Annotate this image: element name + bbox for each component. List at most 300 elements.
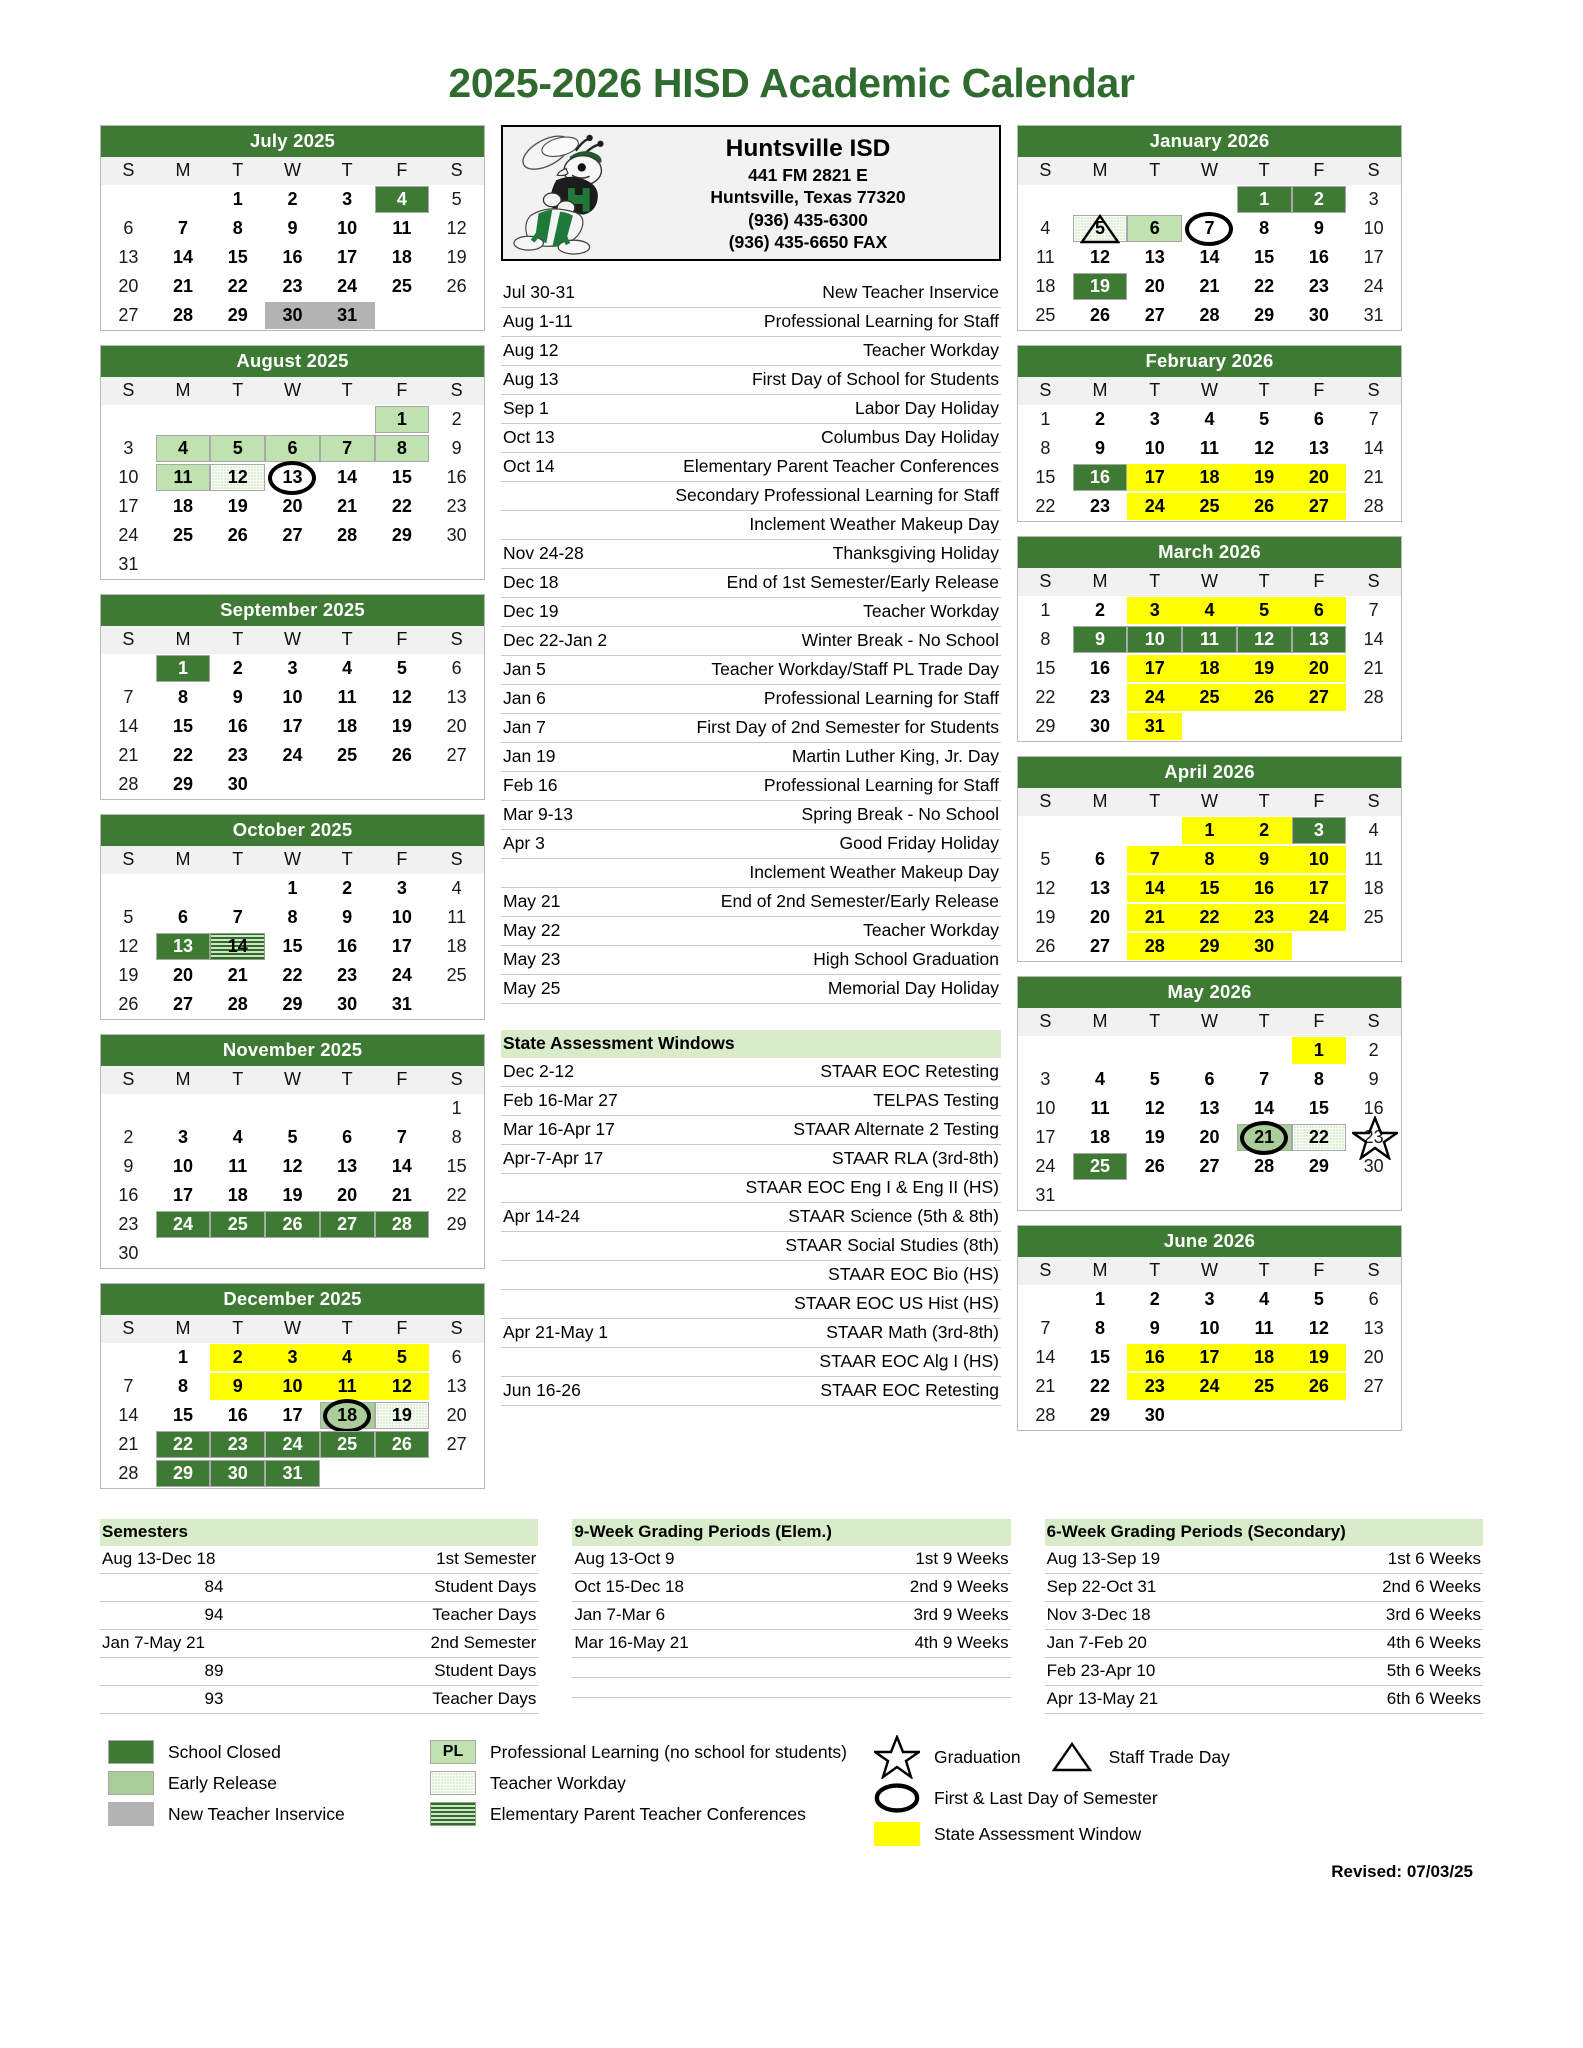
weekday-header-5: F — [1292, 1008, 1347, 1036]
calendar-day-9 — [1073, 625, 1128, 654]
calendar-day-8 — [1182, 845, 1237, 874]
calendar-day-6 — [101, 214, 156, 243]
day-cell — [1127, 713, 1182, 740]
legend-item — [108, 1740, 430, 1764]
week-row — [101, 434, 484, 463]
legend-label: First & Last Day of Semester — [934, 1787, 1158, 1808]
day-cell — [1346, 655, 1401, 682]
day-number: 1 — [1259, 189, 1270, 209]
calendar-day-29 — [156, 770, 211, 799]
month-september-2025 — [100, 594, 485, 800]
empty-day-cell — [101, 1094, 156, 1123]
day-cell — [210, 493, 265, 520]
day-cell — [375, 493, 430, 520]
day-number: 2 — [451, 409, 462, 429]
month-grid — [1018, 568, 1401, 741]
calendar-day-10 — [156, 1152, 211, 1181]
day-cell — [210, 991, 265, 1018]
empty-day-cell — [1182, 185, 1237, 214]
day-number: 14 — [118, 1405, 139, 1425]
calendar-day-11 — [375, 214, 430, 243]
empty-day-cell — [1346, 1181, 1401, 1210]
day-number: 20 — [1144, 276, 1165, 296]
day-number: 17 — [1035, 1127, 1056, 1147]
day-cell — [1292, 273, 1347, 300]
day-number: 14 — [173, 247, 194, 267]
event-date: May 21 — [501, 888, 666, 917]
weekday-header-4: T — [320, 377, 375, 405]
calendar-day-6 — [1346, 1285, 1401, 1314]
calendar-day-15 — [265, 932, 320, 961]
calendar-day-6 — [1073, 845, 1128, 874]
day-number: 29 — [391, 525, 412, 545]
day-number: 8 — [1259, 218, 1270, 238]
event-date: Apr 14-24 — [501, 1203, 666, 1232]
empty-day-cell — [265, 1239, 320, 1268]
legend-swatch-closed — [108, 1740, 154, 1764]
day-number: 11 — [228, 1156, 248, 1176]
week-row — [101, 550, 484, 579]
day-cell — [320, 684, 375, 711]
calendar-day-11 — [156, 463, 211, 492]
day-number: 7 — [1368, 600, 1379, 620]
day-cell — [101, 522, 156, 549]
week-row — [101, 961, 484, 990]
day-number: 19 — [391, 716, 412, 736]
day-number: 5 — [1040, 849, 1051, 869]
day-cell — [101, 991, 156, 1018]
calendar-day-25 — [1237, 1372, 1292, 1401]
event-row — [501, 743, 1001, 772]
day-cell — [101, 1124, 156, 1151]
day-cell — [210, 1124, 265, 1151]
calendar-day-28 — [1018, 1401, 1073, 1430]
day-cell — [429, 273, 484, 300]
day-cell — [210, 684, 265, 711]
calendar-day-16 — [1073, 463, 1128, 492]
day-number: 16 — [118, 1185, 139, 1205]
empty-day-cell — [1346, 712, 1401, 741]
weekday-header-5: F — [375, 157, 430, 185]
day-cell — [1073, 655, 1128, 682]
empty-day-cell — [320, 770, 375, 799]
event-date: Nov 24-28 — [501, 540, 666, 569]
hornet-mascot-logo-icon — [509, 131, 627, 255]
weekday-header-5: F — [375, 377, 430, 405]
day-number: 25 — [446, 965, 467, 985]
day-cell — [156, 435, 211, 462]
calendar-day-5 — [265, 1123, 320, 1152]
week-row — [1018, 1372, 1401, 1401]
calendar-day-30 — [1237, 932, 1292, 961]
day-cell — [1073, 435, 1128, 462]
empty-day-cell — [1292, 1401, 1347, 1430]
day-cell — [1237, 406, 1292, 433]
week-row — [1018, 903, 1401, 932]
day-cell — [1292, 626, 1347, 653]
day-cell — [1182, 684, 1237, 711]
assessment-row — [501, 1174, 1001, 1203]
day-number: 15 — [282, 936, 303, 956]
day-number: 30 — [1363, 1156, 1384, 1176]
legend-label: Professional Learning (no school for students) — [490, 1741, 848, 1762]
calendar-day-21 — [320, 492, 375, 521]
day-number: 28 — [391, 1214, 412, 1234]
calendar-day-3 — [1182, 1285, 1237, 1314]
weekday-header-6: S — [429, 846, 484, 874]
day-number: 16 — [1308, 247, 1329, 267]
day-number: 24 — [337, 276, 358, 296]
weekday-header-0: S — [1018, 1008, 1073, 1036]
weekday-header-0: S — [1018, 568, 1073, 596]
info-row — [1045, 1686, 1483, 1714]
weekday-header-5: F — [1292, 788, 1347, 816]
day-number: 12 — [1144, 1098, 1165, 1118]
calendar-day-4 — [375, 185, 430, 214]
calendar-day-7 — [320, 434, 375, 463]
calendar-day-13 — [1073, 874, 1128, 903]
day-number: 20 — [118, 276, 139, 296]
calendar-day-8 — [375, 434, 430, 463]
weekday-header-4: T — [1237, 1008, 1292, 1036]
day-number: 26 — [446, 276, 467, 296]
event-description: Teacher Workday/Staff PL Trade Day — [666, 656, 1001, 685]
week-row — [101, 1430, 484, 1459]
day-number: 1 — [178, 658, 189, 678]
week-row — [101, 463, 484, 492]
month-november-2025 — [100, 1034, 485, 1269]
event-date — [501, 482, 666, 511]
day-cell — [156, 771, 211, 798]
calendar-day-22 — [1237, 272, 1292, 301]
calendar-day-5 — [210, 434, 265, 463]
day-cell — [1182, 1286, 1237, 1313]
day-cell — [375, 1124, 430, 1151]
day-cell — [156, 655, 211, 682]
week-row — [101, 1152, 484, 1181]
weekday-header-2: T — [210, 1066, 265, 1094]
day-number: 12 — [391, 1376, 412, 1396]
day-number: 6 — [1313, 600, 1324, 620]
day-cell — [210, 215, 265, 242]
legend-label: Elementary Parent Teacher Conferences — [490, 1803, 806, 1824]
calendar-day-16 — [1346, 1094, 1401, 1123]
empty-day-cell — [1182, 1181, 1237, 1210]
calendar-day-28 — [1346, 683, 1401, 712]
day-cell — [265, 1153, 320, 1180]
day-cell — [1018, 875, 1073, 902]
calendar-day-17 — [1292, 874, 1347, 903]
month-april-2026 — [1017, 756, 1402, 962]
day-number: 14 — [227, 936, 248, 956]
weekday-header-0: S — [101, 846, 156, 874]
day-number: 30 — [118, 1243, 139, 1263]
event-date: Apr-7-Apr 17 — [501, 1145, 666, 1174]
weekday-header-1: M — [156, 1315, 211, 1343]
day-cell — [1237, 244, 1292, 271]
weekday-header-6: S — [429, 157, 484, 185]
district-fax: (936) 435-6650 FAX — [728, 232, 888, 253]
day-number: 21 — [118, 1434, 139, 1454]
day-cell — [1073, 1124, 1128, 1151]
event-row — [501, 685, 1001, 714]
calendar-day-30 — [210, 1459, 265, 1488]
week-row — [1018, 1314, 1401, 1343]
day-number: 10 — [173, 1156, 194, 1176]
calendar-day-29 — [210, 301, 265, 330]
day-cell — [1237, 1066, 1292, 1093]
calendar-day-18 — [1182, 654, 1237, 683]
day-cell — [1073, 1286, 1128, 1313]
calendar-day-12 — [101, 932, 156, 961]
event-date — [501, 1290, 666, 1319]
day-cell — [1346, 1124, 1401, 1151]
weekday-header-2: T — [210, 626, 265, 654]
calendar-day-22 — [1182, 903, 1237, 932]
assessment-row — [501, 1145, 1001, 1174]
calendar-day-10 — [1182, 1314, 1237, 1343]
day-number: 29 — [227, 305, 248, 325]
day-number: 13 — [282, 467, 303, 487]
day-number: 5 — [1313, 1289, 1324, 1309]
calendar-day-27 — [265, 521, 320, 550]
weekday-header-4: T — [1237, 1257, 1292, 1285]
calendar-day-21 — [1182, 272, 1237, 301]
day-cell — [1292, 597, 1347, 624]
calendar-day-19 — [1073, 272, 1128, 301]
day-number: 9 — [1368, 1069, 1379, 1089]
weekday-header-6: S — [1346, 788, 1401, 816]
calendar-day-26 — [1127, 1152, 1182, 1181]
event-date: Mar 9-13 — [501, 801, 666, 830]
week-row — [1018, 712, 1401, 741]
day-cell — [429, 742, 484, 769]
day-cell — [320, 875, 375, 902]
day-number: 2 — [232, 658, 243, 678]
day-cell — [156, 464, 211, 491]
empty-day-cell — [1073, 185, 1128, 214]
calendar-day-22 — [1018, 683, 1073, 712]
calendar-day-4 — [1182, 405, 1237, 434]
day-number: 13 — [1363, 1318, 1384, 1338]
calendar-day-2 — [265, 185, 320, 214]
day-cell — [1182, 655, 1237, 682]
day-number: 29 — [282, 994, 303, 1014]
calendar-day-20 — [101, 272, 156, 301]
calendar-day-14 — [320, 463, 375, 492]
day-cell — [1346, 406, 1401, 433]
calendar-day-20 — [429, 1401, 484, 1430]
calendar-day-1 — [1073, 1285, 1128, 1314]
day-number: 6 — [451, 1347, 462, 1367]
day-cell — [375, 186, 430, 213]
day-cell — [429, 904, 484, 931]
day-number: 20 — [1308, 658, 1329, 678]
calendar-day-14 — [1346, 625, 1401, 654]
day-cell — [156, 904, 211, 931]
empty-info-row — [572, 1658, 1010, 1678]
day-cell — [1346, 817, 1401, 844]
weekday-header-3: W — [1182, 377, 1237, 405]
calendar-day-11 — [1073, 1094, 1128, 1123]
calendar-day-6 — [156, 903, 211, 932]
day-cell — [429, 1402, 484, 1429]
day-cell — [1292, 215, 1347, 242]
main-columns — [100, 125, 1483, 1503]
day-cell — [1346, 1095, 1401, 1122]
day-cell — [1182, 302, 1237, 329]
day-number: 27 — [118, 305, 139, 325]
calendar-day-2 — [210, 654, 265, 683]
day-number: 9 — [1095, 438, 1106, 458]
calendar-day-17 — [1346, 243, 1401, 272]
calendar-day-9 — [429, 434, 484, 463]
event-row — [501, 859, 1001, 888]
event-date: Apr 21-May 1 — [501, 1319, 666, 1348]
day-cell — [1346, 1037, 1401, 1064]
day-number: 23 — [282, 276, 303, 296]
info-row — [100, 1658, 538, 1686]
calendar-day-31 — [265, 1459, 320, 1488]
day-cell — [1018, 464, 1073, 491]
calendar-day-18 — [429, 932, 484, 961]
day-number: 21 — [1363, 658, 1384, 678]
event-row — [501, 888, 1001, 917]
day-cell — [156, 933, 211, 960]
day-cell — [1073, 1315, 1128, 1342]
day-cell — [156, 742, 211, 769]
revised-date: Revised: 07/03/25 — [1331, 1862, 1473, 1881]
day-number: 12 — [282, 1156, 303, 1176]
calendar-day-6 — [265, 434, 320, 463]
event-description: Inclement Weather Makeup Day — [666, 511, 1001, 540]
calendar-day-5 — [429, 185, 484, 214]
day-cell — [320, 1182, 375, 1209]
day-number: 18 — [446, 936, 467, 956]
event-description: STAAR EOC Retesting — [666, 1058, 1001, 1087]
day-number: 26 — [1035, 936, 1056, 956]
day-cell — [1018, 597, 1073, 624]
day-number: 3 — [178, 1127, 189, 1147]
calendar-day-28 — [375, 1210, 430, 1239]
legend-label: Staff Trade Day — [1108, 1746, 1230, 1767]
empty-day-cell — [1127, 1036, 1182, 1065]
legend-item — [874, 1781, 1350, 1815]
calendar-day-23 — [265, 272, 320, 301]
calendar-day-16 — [101, 1181, 156, 1210]
weekday-header-2: T — [1127, 1008, 1182, 1036]
legend-label: Teacher Workday — [490, 1772, 626, 1793]
district-info — [627, 133, 989, 254]
calendar-day-28 — [320, 521, 375, 550]
calendar-day-10 — [101, 463, 156, 492]
calendar-day-24 — [320, 272, 375, 301]
calendar-day-8 — [156, 683, 211, 712]
day-number: 7 — [232, 907, 243, 927]
empty-day-cell — [1127, 1181, 1182, 1210]
day-number: 24 — [1363, 276, 1384, 296]
day-number: 18 — [1035, 276, 1056, 296]
day-cell — [1237, 933, 1292, 960]
calendar-day-9 — [1292, 214, 1347, 243]
day-number: 9 — [1313, 218, 1324, 238]
day-cell — [210, 771, 265, 798]
calendar-day-28 — [101, 1459, 156, 1488]
day-cell — [1237, 1153, 1292, 1180]
month-march-2026 — [1017, 536, 1402, 742]
calendar-day-12 — [1237, 625, 1292, 654]
day-number: 16 — [227, 716, 248, 736]
empty-day-cell — [101, 874, 156, 903]
weekday-header-4: T — [1237, 788, 1292, 816]
info-left: Mar 16-May 21 — [572, 1630, 800, 1658]
empty-day-cell — [1292, 1181, 1347, 1210]
info-right — [800, 1678, 1010, 1698]
calendar-day-16 — [265, 243, 320, 272]
day-number: 6 — [1368, 1289, 1379, 1309]
day-number: 5 — [1259, 600, 1270, 620]
day-number: 14 — [337, 467, 358, 487]
day-cell — [1346, 273, 1401, 300]
empty-day-cell — [1292, 932, 1347, 961]
day-cell — [1182, 273, 1237, 300]
calendar-day-5 — [1237, 596, 1292, 625]
day-cell — [101, 1373, 156, 1400]
calendar-day-22 — [156, 741, 211, 770]
day-cell — [210, 1431, 265, 1458]
weekday-header-6: S — [1346, 157, 1401, 185]
info-right: Student Days — [328, 1658, 538, 1686]
week-row — [1018, 1094, 1401, 1123]
calendar-day-2 — [101, 1123, 156, 1152]
day-cell — [320, 904, 375, 931]
day-number: 29 — [1254, 305, 1275, 325]
calendar-day-12 — [1127, 1094, 1182, 1123]
day-number: 22 — [1035, 687, 1056, 707]
calendar-day-8 — [1237, 214, 1292, 243]
event-description: Spring Break - No School — [666, 801, 1001, 830]
calendar-day-27 — [1346, 1372, 1401, 1401]
day-number: 9 — [123, 1156, 134, 1176]
calendar-day-30 — [101, 1239, 156, 1268]
day-cell — [1073, 493, 1128, 520]
info-right: 1st 9 Weeks — [800, 1546, 1010, 1574]
calendar-day-23 — [210, 741, 265, 770]
month-august-2025 — [100, 345, 485, 580]
day-number: 11 — [173, 467, 193, 487]
day-cell — [1292, 684, 1347, 711]
week-row — [1018, 816, 1401, 845]
calendar-day-3 — [156, 1123, 211, 1152]
day-cell — [210, 742, 265, 769]
calendar-day-25 — [210, 1210, 265, 1239]
day-number: 17 — [282, 716, 303, 736]
calendar-day-16 — [1073, 654, 1128, 683]
right-month-column — [1017, 125, 1402, 1445]
calendar-day-9 — [101, 1152, 156, 1181]
day-cell — [101, 1182, 156, 1209]
day-cell — [1237, 904, 1292, 931]
day-number: 1 — [287, 878, 298, 898]
calendar-day-11 — [320, 683, 375, 712]
calendar-day-19 — [210, 492, 265, 521]
day-cell — [1346, 875, 1401, 902]
day-number: 18 — [1199, 658, 1220, 678]
day-number: 7 — [123, 687, 134, 707]
day-number: 16 — [446, 467, 467, 487]
calendar-day-23 — [1292, 272, 1347, 301]
day-cell — [375, 215, 430, 242]
